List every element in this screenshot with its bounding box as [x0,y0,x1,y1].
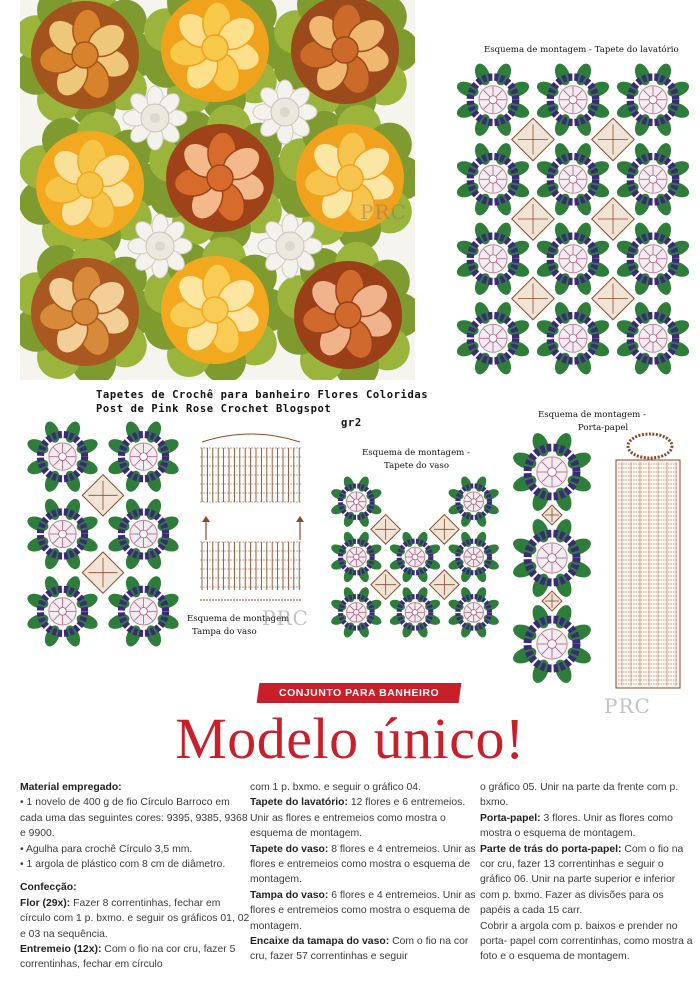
label-lavatorio: Esquema de montagem - Tapete do lavatório [484,45,679,55]
material-item: • Agulha para crochê Círculo 3,5 mm. [20,843,193,855]
diagram-tampa-grid [22,418,184,650]
label-tampa-2: Tampa do vaso [192,627,257,637]
section-badge: CONJUNTO PARA BANHEIRO [257,683,462,703]
step-encaixe: Encaixe da tamapa do vaso: Com o fio na cor cru, fazer 57 correntinhas e seguir [250,936,469,963]
step-flor: Flor (29x): Fazer 8 correntinhas, fechar em círculo com 1 p. bxmo. e seguir os gráficos 01, 02 e 03 na sequência. [20,897,250,940]
connector-motif [371,515,401,545]
connector-motif [542,591,562,611]
flower-motif [25,419,100,494]
step-tampa: Tampa do vaso: 6 flores e 4 entremeios. Unir as flores e entremeios como mostra o esquema de montagem. [250,889,476,932]
text-column-1 [20,780,252,973]
watermark: PRC [262,606,309,630]
connector-motif [371,570,401,600]
step-porta-papel: Porta-papel: 3 flores. Unir as flores como mostra o esquema de montagem. [480,812,673,840]
flower-motif [25,497,100,572]
label-porta-2: Porta-papel [578,423,629,433]
label-vaso-1: Esquema de montagem - [362,448,470,458]
step-parte-tras: Parte de trás do porta-papel: Com o fio na cor cru, fazer 13 correntinhas e seguir o gráfico 06. Unir na parte superior e inferior com p. bxmo. Fazer as divisões para os papéis a cada 15 carr. [480,843,684,917]
connector-motif [592,198,634,240]
step-cobrir: Cobrir a argola com p. baixos e prender no porta- papel com correntinhas, como mostra a foto e o esquema de montagem. [480,920,693,963]
flower-motif [388,530,441,583]
material-item: • 1 novelo de 400 g de fio Círculo Barroco em cada uma das seguintes cores: 9395, 9385, 9368 e 9900. [20,797,248,840]
flower-motif [512,603,593,686]
connector-motif [430,570,460,600]
watermark: PRC [604,694,651,718]
step-lavatorio: Tapete do lavatório: 12 flores e 6 entremeios. Unir as flores e entremeios como mostra o esquema de montagem. [250,797,466,840]
caption-line-3: gr2 [341,417,362,429]
diagram-encaixe-tampa [190,430,312,605]
flower-motif [447,475,500,528]
flower-motif [535,300,612,377]
white-connector-motif [258,214,322,278]
flower-motif [535,141,612,218]
diagram-tapete-vaso [327,474,503,640]
diagram-tapete-lavatorio [453,60,693,378]
white-connector-motif [253,80,317,144]
flower-motif [330,475,383,528]
material-item: • 1 argola de plástico com 8 cm de diâmetro. [20,859,226,871]
connector-motif [430,515,460,545]
text-column-2 [250,780,478,965]
watermark: PRC [360,200,407,224]
flower-motif [455,300,532,377]
caption-line-2: Post de Pink Rose Crochet Blogspot [96,403,332,415]
flower-motif [455,61,532,138]
step-encaixe-cont: o gráfico 05. Unir na parte da frente com p. bxmo. [480,782,679,809]
connector-motif [542,505,562,525]
page-title: Modelo único! [175,706,525,771]
white-connector-motif [128,214,192,278]
material-heading: Material empregado: [20,782,122,793]
flower-motif [535,220,612,297]
flower-motif [615,300,692,377]
flower-motif [106,419,181,494]
step-entremeio-cont: com 1 p. bxmo. e seguir o gráfico 04. [250,782,421,793]
flower-motif [535,61,612,138]
connector-motif [512,277,554,319]
step-vaso: Tapete do vaso: 8 flores e 4 entremeios. Unir as flores e entremeios como mostra o esquema de montagem. [250,843,476,886]
label-tampa-1: Esquema de montagem [187,614,290,624]
flower-motif [615,61,692,138]
white-connector-motif [123,86,187,150]
connector-motif [512,118,554,160]
flower-motif [330,530,383,583]
flower-motif [615,220,692,297]
label-vaso-2: Tapete do vaso [384,461,450,471]
confeccao-heading: Confecção: [20,882,77,894]
label-porta-1: Esquema de montagem - [538,410,646,420]
flower-motif [106,574,181,649]
flower-motif [25,574,100,649]
connector-motif [512,198,554,240]
connector-motif [592,277,634,319]
flower-motif [455,141,532,218]
flower-motif [106,497,181,572]
text-column-3 [480,780,694,965]
flower-motif [512,431,593,514]
flower-motif [447,586,500,639]
step-entremeio: Entremeio (12x): Com o fio na cor cru, fazer 5 correntinhas, fechar em círculo [20,944,236,971]
flower-motif [615,141,692,218]
caption-line-1: Tapetes de Crochê para banheiro Flores Coloridas [96,389,429,401]
connector-motif [82,552,123,593]
crochet-rug-photo [20,0,415,380]
flower-motif [330,586,383,639]
flower-motif [447,530,500,583]
flower-motif [388,586,441,639]
connector-motif [592,118,634,160]
flower-motif [455,220,532,297]
flower-motif [512,517,593,600]
connector-motif [82,475,123,516]
diagram-porta-papel [512,430,692,692]
